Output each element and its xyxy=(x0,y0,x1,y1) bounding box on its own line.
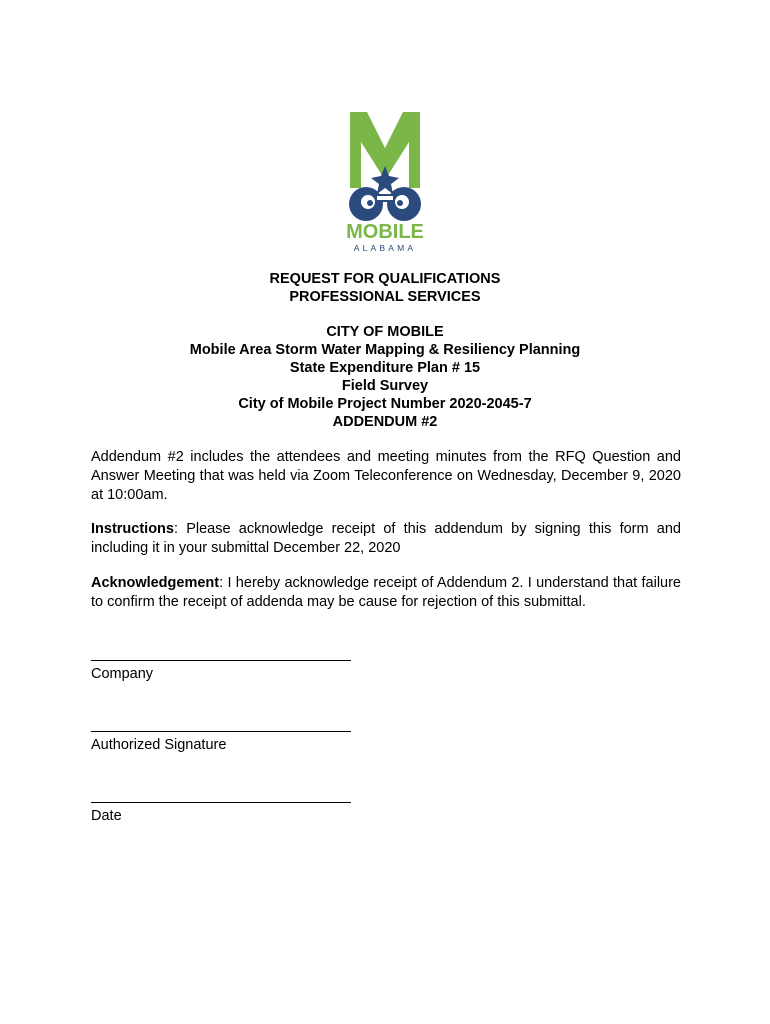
rfq-title: REQUEST FOR QUALIFICATIONS xyxy=(269,271,501,287)
rfq-subtitle: PROFESSIONAL SERVICES xyxy=(289,289,481,305)
logo-subtitle: ALABAMA xyxy=(353,243,417,253)
rfq-title-block xyxy=(0,270,770,306)
authorized-signature-line[interactable] xyxy=(91,731,351,732)
project-title-block xyxy=(0,323,770,431)
logo-name: MOBILE xyxy=(346,221,424,243)
expenditure-plan: State Expenditure Plan # 15 xyxy=(289,360,481,376)
field-survey: Field Survey xyxy=(341,378,429,394)
addendum-paragraph: Addendum #2 includes the attendees and meeting minutes from the RFQ Question and Answer Meeting that was held via Zoom Teleconference on Wednesday, December 9, 2020 at 10:00am. xyxy=(91,449,681,503)
addendum-heading: ADDENDUM #2 xyxy=(332,414,438,430)
instructions-paragraph xyxy=(91,520,681,558)
authorized-signature-label: Authorized Signature xyxy=(91,737,227,753)
instructions-label: Instructions xyxy=(91,521,174,537)
date-signature-line[interactable] xyxy=(91,802,351,803)
company-field[interactable] xyxy=(91,660,391,684)
city-of-mobile-logo xyxy=(345,108,425,254)
acknowledgement-text: : I hereby acknowledge receipt of Addendum 2. I understand that failure to confirm the receipt of addenda may be cause for rejection of this submittal. xyxy=(91,575,681,610)
acknowledgement-paragraph xyxy=(91,574,681,612)
date-label: Date xyxy=(91,808,122,824)
company-signature-line[interactable] xyxy=(91,660,351,661)
company-label: Company xyxy=(91,666,154,682)
instructions-text: : Please acknowledge receipt of this addendum by signing this form and including it in your submittal December 22, 2020 xyxy=(91,521,681,556)
project-number: City of Mobile Project Number 2020-2045-7 xyxy=(238,396,532,412)
date-field[interactable] xyxy=(91,802,391,826)
city-name: CITY OF MOBILE xyxy=(326,324,444,340)
authorized-signature-field[interactable] xyxy=(91,731,391,755)
acknowledgement-label: Acknowledgement xyxy=(91,575,220,591)
project-name: Mobile Area Storm Water Mapping & Resiliency Planning xyxy=(189,342,581,358)
